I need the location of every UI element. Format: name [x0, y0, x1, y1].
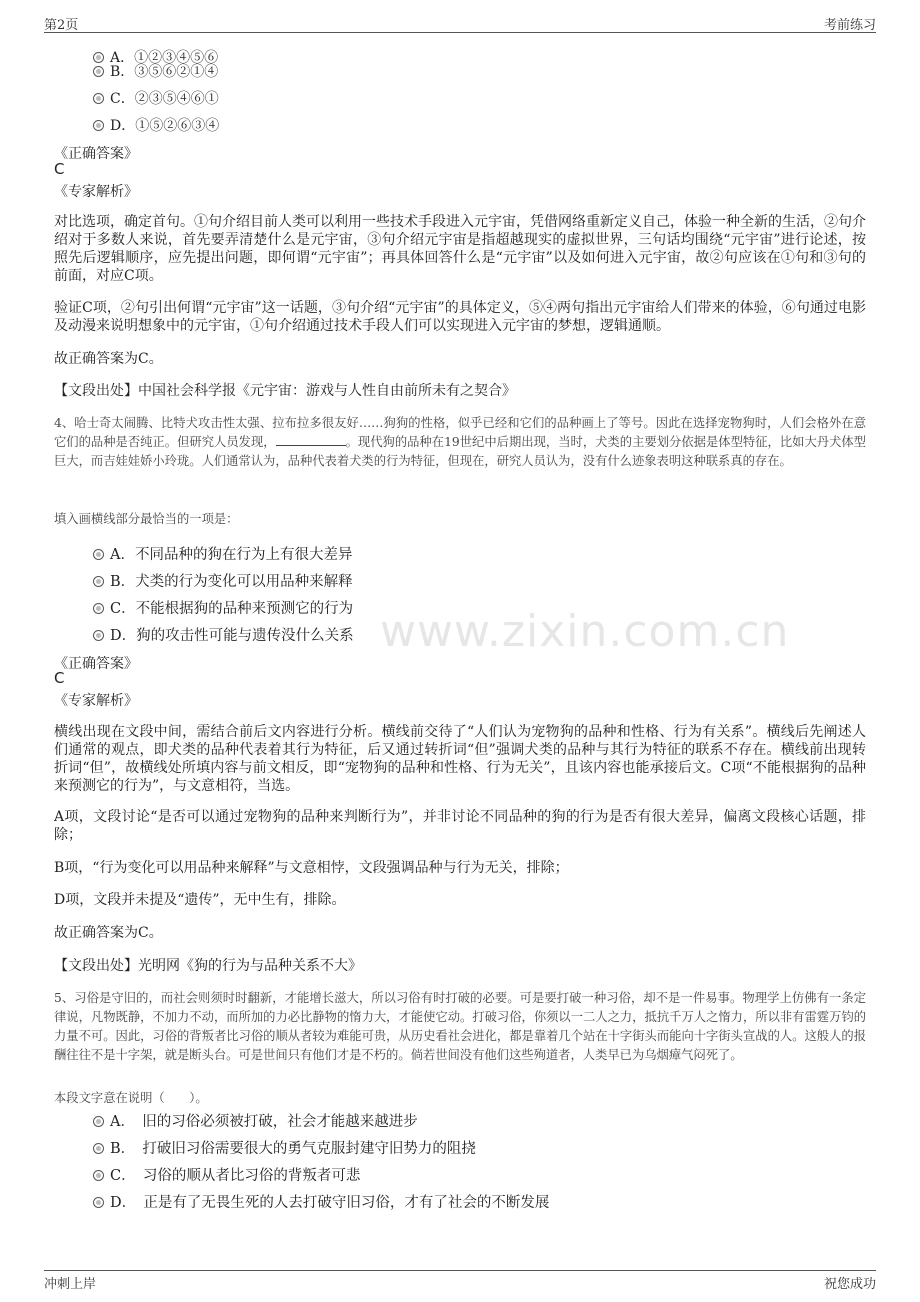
q4-analysis-para4: D项，文段并未提及“遗传”，无中生有，排除。	[54, 892, 346, 908]
option-label: A． 旧的习俗必须被打破，社会才能越来越进步	[110, 1114, 418, 1130]
q3-option-d[interactable]	[93, 115, 219, 135]
q5-option-d[interactable]	[93, 1191, 549, 1212]
radio-icon[interactable]	[93, 1143, 104, 1154]
option-label: A．①②③④⑤⑥	[110, 50, 219, 66]
radio-icon[interactable]	[93, 603, 104, 614]
fill-blank	[276, 433, 346, 446]
q3-option-c[interactable]	[93, 88, 219, 108]
option-label: B．③⑤⑥②①④	[110, 64, 219, 80]
q5-option-c[interactable]	[93, 1164, 360, 1185]
q4-answer-label: 《正确答案》	[54, 656, 138, 672]
q4-option-a[interactable]	[93, 543, 352, 564]
q3-option-b[interactable]	[93, 61, 218, 81]
radio-icon[interactable]	[93, 1170, 104, 1181]
footer-left: 冲刺上岸	[44, 1277, 97, 1292]
page-footer	[44, 1270, 876, 1292]
option-label: A．不同品种的狗在行为上有很大差异	[110, 547, 353, 563]
option-label: D． 正是有了无畏生死的人去打破守旧习俗，才有了社会的不断发展	[110, 1195, 550, 1211]
q5-prompt: 本段文字意在说明（ ）。	[54, 1091, 208, 1105]
page-header	[44, 8, 876, 33]
q4-option-c[interactable]	[93, 597, 353, 618]
footer-right: 祝您成功	[823, 1277, 876, 1292]
page-number: 第2页	[44, 18, 79, 33]
q4-analysis-label: 《专家解析》	[54, 693, 138, 709]
radio-icon[interactable]	[93, 66, 104, 77]
radio-icon[interactable]	[93, 93, 104, 104]
q4-stem	[54, 414, 866, 471]
q4-stem-part2: 。现代狗的品种在19世纪中后期出现，当时，犬类的主要划分依据是体型特征，比如大丹犬体型巨大，而吉娃娃娇小玲珑。人们通常认为，品种代表着犬类的行为特征，但现在，研究人员认为，没有什么迹象表明这种联系真的存在。	[54, 435, 866, 468]
radio-icon[interactable]	[93, 630, 104, 641]
q4-prompt: 填入画横线部分最恰当的一项是：	[54, 512, 239, 526]
q4-answer: C	[54, 669, 65, 687]
q5-option-a[interactable]	[93, 1110, 418, 1131]
q3-answer: C	[54, 160, 65, 178]
q3-analysis-para1: 对比选项，确定首句。①句介绍目前人类可以利用一些技术手段进入元宇宙，凭借网络重新定义自己，体验一种全新的生活，②句介绍对于多数人来说，首先要弄清楚什么是元宇宙，③句介绍元宇宙是指超越现实的虚拟世界，三句话均围绕“元宇宙”进行论述，按照先后逻辑顺序，应先提出问题，即何谓“元宇宙”；再具体回答什么是“元宇宙”以及如何进入元宇宙，故②句应该在①句和③句的前面，对应C项。	[54, 214, 866, 284]
q4-analysis-para3: B项，“行为变化可以用品种来解释”与文意相悖，文段强调品种与行为无关，排除；	[54, 860, 569, 876]
radio-icon[interactable]	[93, 1116, 104, 1127]
option-label: B． 打破旧习俗需要很大的勇气克服封建守旧势力的阻挠	[110, 1141, 476, 1157]
option-label: C． 习俗的顺从者比习俗的背叛者可悲	[110, 1168, 361, 1184]
radio-icon[interactable]	[93, 576, 104, 587]
option-label: C．不能根据狗的品种来预测它的行为	[110, 601, 354, 617]
q3-source: 【文段出处】中国社会科学报《元宇宙：游戏与人性自由前所未有之契合》	[54, 383, 516, 399]
q5-stem: 5、习俗是守旧的，而社会则须时时翻新，才能增长滋大，所以习俗有时打破的必要。可是要打破一种习俗，却不是一件易事。物理学上仿佛有一条定律说，凡物既静，不加力不动，而所加的力必比静物的惰力大，才能使它动。打破习俗，你须以一二人之力，抵抗千万人之惰力，所以非有雷霆万钧的力量不可。因此，习俗的背叛者比习俗的顺从者较为难能可贵，从历史看社会进化，都是靠着几个站在十字街头而能向十字街头宣战的人。这般人的报酬往往不是十字架，就是断头台。可是世间只有他们才是不朽的。倘若世间没有他们这些殉道者，人类早已为乌烟瘴气闷死了。	[54, 991, 866, 1062]
q5-option-b[interactable]	[93, 1137, 476, 1158]
q3-analysis-para2: 验证C项，②句引出何谓“元宇宙”这一话题，③句介绍“元宇宙”的具体定义，⑤④两句指出元宇宙给人们带来的体验，⑥句通过电影及动漫来说明想象中的元宇宙，①句介绍通过技术手段人们可以实现进入元宇宙的梦想，逻辑通顺。	[54, 300, 866, 334]
q4-stem-part1: 4、哈士奇太闹腾、比特犬攻击性太强、拉布拉多很友好……狗狗的性格，似乎已经和它们的品种画上了等号。因此在选择宠物狗时，人们会格外在意它们的品种是否纯正。但研究人员发现，	[54, 416, 866, 449]
header-title: 考前练习	[823, 18, 876, 33]
q4-option-d[interactable]	[93, 624, 354, 645]
option-label: D．狗的攻击性可能与遗传没什么关系	[110, 628, 354, 644]
q4-option-b[interactable]	[93, 570, 353, 591]
q3-analysis-para3: 故正确答案为C。	[54, 351, 163, 367]
q3-answer-label: 《正确答案》	[54, 146, 138, 162]
watermark: www.zixin.com.cn	[380, 606, 790, 657]
option-label: B．犬类的行为变化可以用品种来解释	[110, 574, 353, 590]
q4-source: 【文段出处】光明网《狗的行为与品种关系不大》	[54, 958, 362, 974]
q3-analysis-label: 《专家解析》	[54, 184, 138, 200]
radio-icon[interactable]	[93, 1197, 104, 1208]
q4-analysis-para1: 横线出现在文段中间，需结合前后文内容进行分析。横线前交待了“人们认为宠物狗的品种和性格、行为有关系”。横线后先阐述人们通常的观点，即犬类的品种代表着其行为特征，后又通过转折词“但”强调犬类的品种与其行为特征的联系不存在。横线前出现转折词“但”，故横线处所填内容与前文相反，即“宠物狗的品种和性格、行为无关”，且该内容也能承接后文。C项“不能根据狗的品种来预测它的行为”，与文意相符，当选。	[54, 724, 866, 794]
radio-icon[interactable]	[93, 120, 104, 131]
q4-analysis-para5: 故正确答案为C。	[54, 925, 163, 941]
radio-icon[interactable]	[93, 549, 104, 560]
option-label: C．②③⑤④⑥①	[110, 91, 219, 107]
option-label: D．①⑤②⑥③④	[110, 118, 220, 134]
q4-analysis-para2: A项，文段讨论“是否可以通过宠物狗的品种来判断行为”，并非讨论不同品种的狗的行为是否有很大差异，偏离文段核心话题，排除；	[54, 809, 866, 843]
